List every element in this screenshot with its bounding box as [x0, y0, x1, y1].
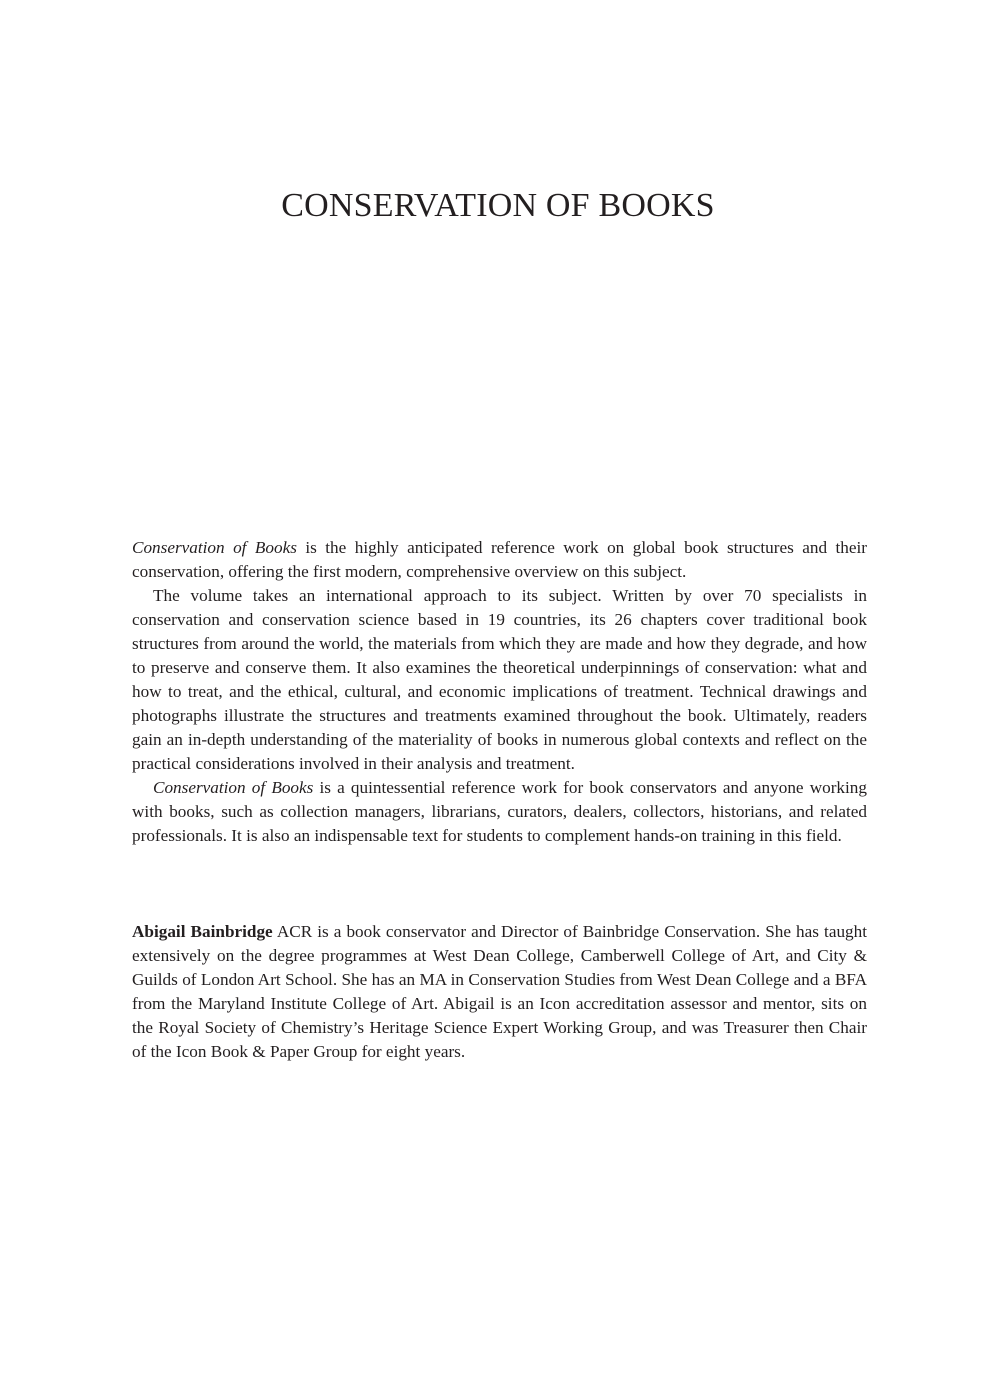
- page-title: CONSERVATION OF BOOKS: [281, 187, 715, 224]
- description-paragraph-1: [132, 536, 867, 584]
- description-paragraph-3: [132, 776, 867, 848]
- book-title-italic: Conservation of Books: [132, 538, 297, 557]
- description-paragraph-2: [132, 584, 867, 776]
- book-title-italic: Conservation of Books: [153, 778, 314, 797]
- author-name: Abigail Bainbridge: [132, 922, 273, 941]
- paragraph-text: is the highly anticipated reference work on global book structures and their conservation, offering the first modern, comprehensive overview on this subject.: [132, 538, 868, 581]
- author-bio-paragraph: [132, 920, 867, 1064]
- author-bio: [132, 920, 867, 1064]
- book-description: [132, 536, 867, 848]
- author-bio-text: ACR is a book conservator and Director of Bainbridge Conservation. She has taught extensively on the degree programmes at West Dean College, Camberwell College of Art, and City & Guilds of London Art School. She has an MA in Conservation Studies from West Dean College and a BFA from the Maryland Institute College of Art. Abigail is an Icon accreditation assessor and mentor, sits on the Royal Society of Chemistry’s Heritage Science Expert Working Group, and was Treasurer then Chair of the Icon Book & Paper Group for eight years.: [132, 922, 868, 1061]
- paragraph-text: is a quintessential reference work for book conservators and anyone working with books, such as collection managers, librarians, curators, dealers, collectors, historians, and related professionals. It is also an indispensable text for students to complement hands-on training in this field.: [132, 778, 867, 845]
- paragraph-text: The volume takes an international approach to its subject. Written by over 70 specialists in conservation and conservation science based in 19 countries, its 26 chapters cover traditional book structures from around the world, the materials from which they are made and how they degrade, and how to preserve and conserve them. It also examines the theoretical underpinnings of conservation: what and how to treat, and the ethical, cultural, and economic implications of treatment. Technical drawings and photographs illustrate the structures and treatments examined throughout the book. Ultimately, readers gain an in-depth understanding of the materiality of books in numerous global contexts and reflect on the practical considerations involved in their analysis and treatment.: [132, 586, 867, 773]
